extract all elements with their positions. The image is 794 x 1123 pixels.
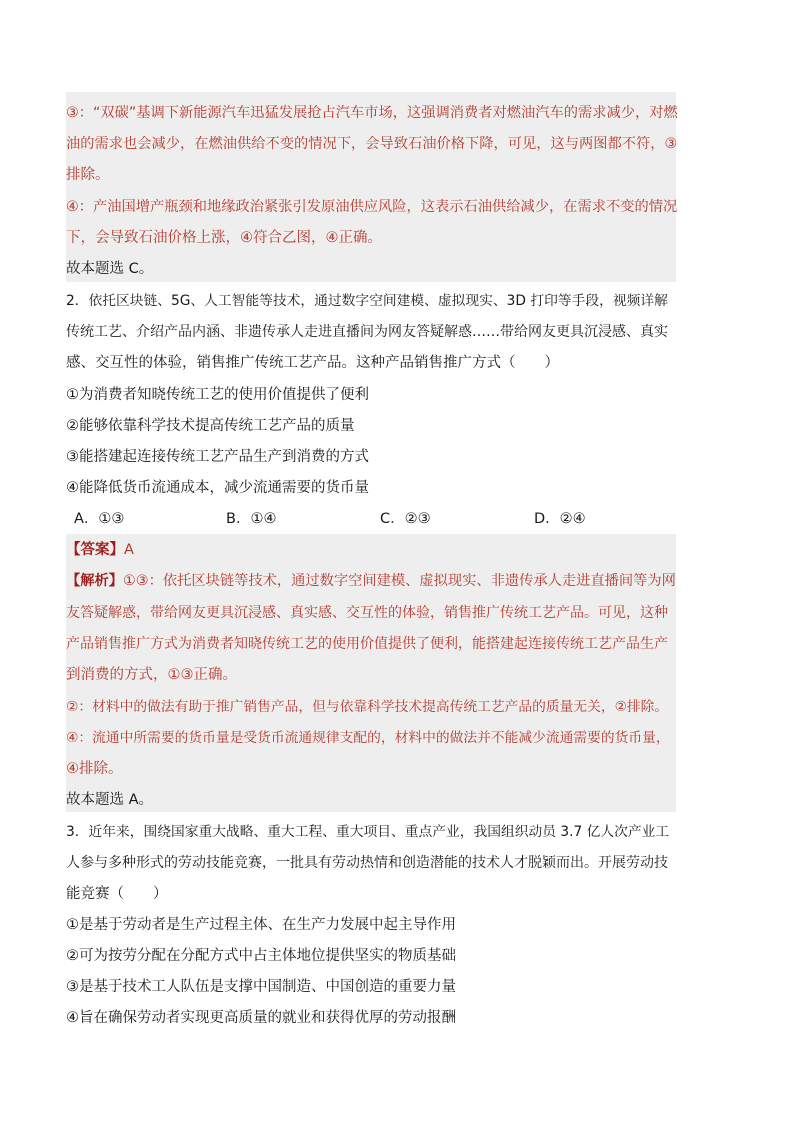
analysis-label: 【解析】 [66, 573, 124, 589]
q2-analysis-line2: 友答疑解惑，带给网友更具沉浸感、真实感、交互性的体验，销售推广传统工艺产品。可见，这种 [66, 605, 668, 621]
q3-item-2: ②可为按劳分配在分配方式中占主体地位提供坚实的物质基础 [66, 948, 456, 964]
q3-item-1: ①是基于劳动者是生产过程主体、在生产力发展中起主导作用 [66, 917, 456, 933]
q3-item-3: ③是基于技术工人队伍是支撑中国制造、中国创造的重要力量 [66, 979, 456, 995]
q1-analysis-item4-line2: 下，会导致石油价格上涨，④符合乙图，④正确。 [66, 230, 382, 246]
q2-item-3: ③能搭建起连接传统工艺产品生产到消费的方式 [66, 449, 369, 465]
q2-conclusion: 故本题选 A。 [66, 792, 154, 808]
q1-analysis-item4-line1: ④：产油国增产瓶颈和地缘政治紧张引发原油供应风险，这表示石油供给减少，在需求不变的情况 [66, 199, 678, 215]
q2-analysis-item2: ②：材料中的做法有助于推广销售产品，但与依靠科学技术提高传统工艺产品的质量无关，②排除。 [66, 699, 669, 715]
q2-option-a: A．①③ [74, 511, 125, 527]
q2-item-2: ②能够依靠科学技术提高传统工艺产品的质量 [66, 418, 355, 434]
q1-analysis-item3-line1: ③：“双碳”基调下新能源汽车迅猛发展抢占汽车市场，这强调消费者对燃油汽车的需求减少，对燃 [66, 105, 678, 121]
q1-analysis-item3-line3: 排除。 [66, 167, 110, 183]
answer-label: 【答案】 [66, 542, 124, 558]
answer-value: A [124, 542, 134, 558]
q2-stem-line1: 2．依托区块链、5G、人工智能等技术，通过数字空间建模、虚拟现实、3D 打印等手段，视频详解 [66, 293, 668, 309]
q3-item-4: ④旨在确保劳动者实现更高质量的就业和获得优厚的劳动报酬 [66, 1010, 456, 1026]
q2-analysis-line4: 到消费的方式，①③正确。 [66, 667, 237, 683]
q2-analysis-line3: 产品销售推广方式为消费者知晓传统工艺的使用价值提供了便利，能搭建起连接传统工艺产品生产 [66, 636, 668, 652]
q1-conclusion: 故本题选 C。 [66, 261, 154, 277]
q2-analysis-item4-line2: ④排除。 [66, 761, 123, 777]
q2-analysis-line1 [66, 571, 676, 591]
q2-answer [66, 540, 134, 560]
q1-analysis-item3-line2: 油的需求也会减少，在燃油供给不变的情况下，会导致石油价格下降，可见，这与两图都不符，③ [66, 136, 678, 152]
q2-option-c: C．②③ [380, 511, 431, 527]
q3-stem-line1: 3．近年来，围绕国家重大战略、重大工程、重大项目、重点产业，我国组织动员 3.7 亿人次产业工 [66, 824, 670, 840]
q2-stem-line3: 感、交互性的体验，销售推广传统工艺产品。这种产品销售推广方式（ ） [66, 355, 559, 371]
q2-analysis-item4-line1: ④：流通中所需要的货币量是受货币流通规律支配的，材料中的做法并不能减少流通需要的货币量， [66, 730, 670, 746]
analysis-text: ①③：依托区块链等技术，通过数字空间建模、虚拟现实、非遗传承人走进直播间等为网 [123, 573, 676, 589]
q3-stem-line3: 能竞赛（ ） [66, 886, 168, 902]
q2-item-1: ①为消费者知晓传统工艺的使用价值提供了便利 [66, 387, 369, 403]
q2-item-4: ④能降低货币流通成本，减少流通需要的货币量 [66, 480, 369, 496]
q3-stem-line2: 人参与多种形式的劳动技能竞赛，一批具有劳动热情和创造潜能的技术人才脱颖而出。开展劳动技 [66, 855, 668, 871]
q2-option-d: D．②④ [534, 511, 586, 527]
q2-option-b: B．①④ [226, 511, 277, 527]
q2-stem-line2: 传统工艺、介绍产品内涵、非遗传承人走进直播间为网友答疑解惑……带给网友更具沉浸感、真实 [66, 324, 668, 340]
